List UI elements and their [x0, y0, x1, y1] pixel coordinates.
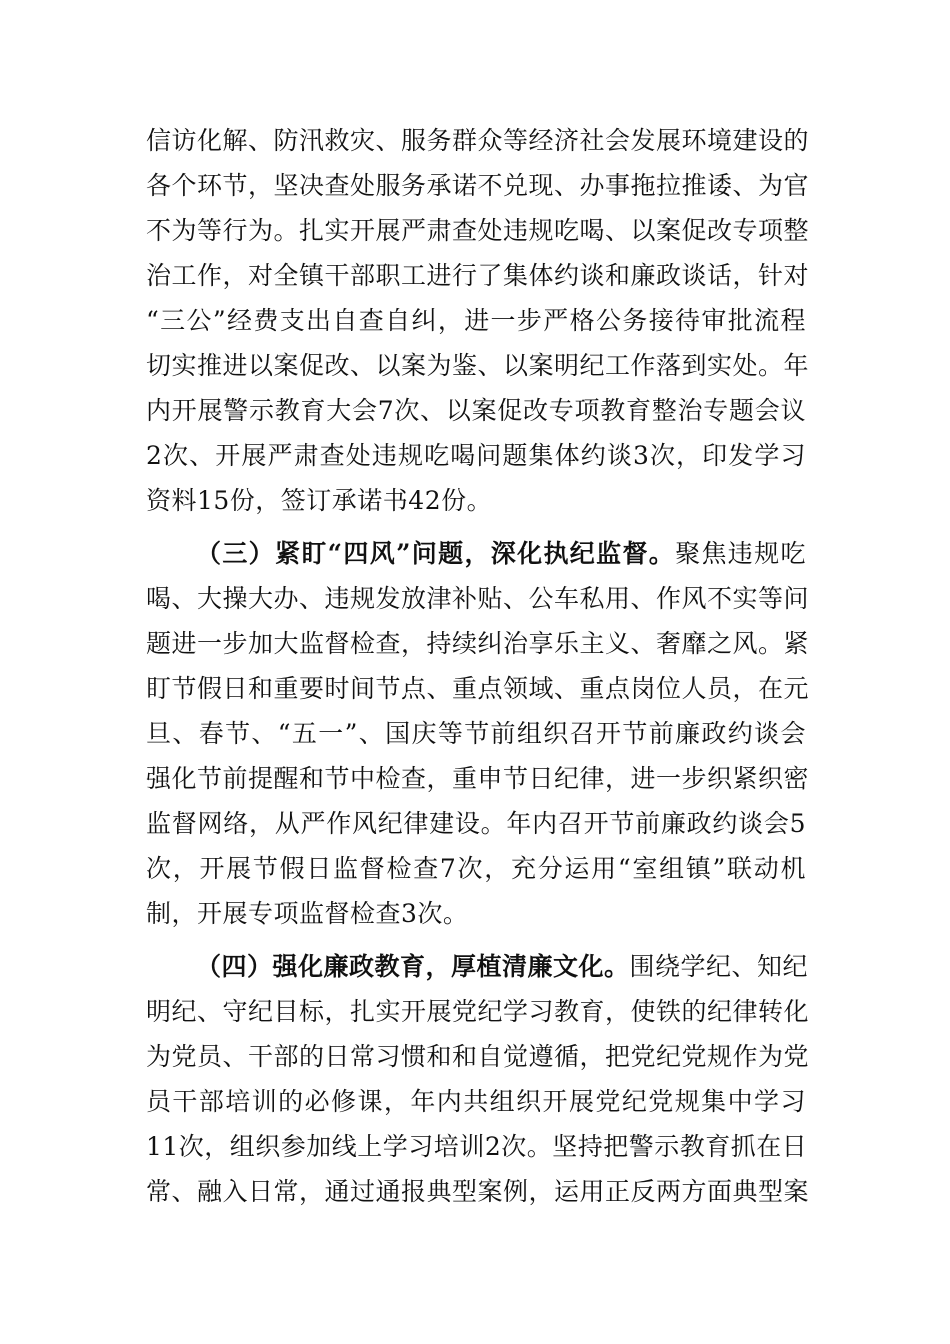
text-run: 聚焦违规吃 [675, 539, 806, 568]
text-line: 明纪、守纪目标，扎实开展党纪学习教育，使铁的纪律转化 [146, 997, 810, 1026]
text-line: 11次，组织参加线上学习培训2次。坚持把警示教育抓在日 [146, 1132, 808, 1161]
text-line: 次，开展节假日监督检查7次，充分运用“室组镇”联动机 [146, 854, 806, 883]
text-line: 内开展警示教育大会7次、以案促改专项教育整治专题会议 [146, 396, 806, 425]
text-line: 2次、开展严肃查处违规吃喝问题集体约谈3次，印发学习 [146, 441, 806, 470]
text-line: 制，开展专项监督检查3次。 [146, 899, 469, 928]
section-heading: （三）紧盯“四风”问题，深化执纪监督。 [196, 539, 676, 568]
paragraph-2 [146, 531, 810, 936]
text-line: 切实推进以案促改、以案为鉴、以案明纪工作落到实处。年 [146, 351, 810, 380]
text-line: 治工作，对全镇干部职工进行了集体约谈和廉政谈话，针对 [146, 261, 810, 290]
text-line: 为党员、干部的日常习惯和和自觉遵循，把党纪党规作为党 [146, 1042, 810, 1071]
paragraph-first-line [146, 531, 806, 576]
paragraph-1 [146, 118, 810, 523]
text-line: 喝、大操大办、违规发放津补贴、公车私用、作风不实等问 [146, 584, 810, 613]
text-line: 常、融入日常，通过通报典型案例，运用正反两方面典型案 [146, 1177, 810, 1206]
paragraph-spacer [146, 936, 806, 944]
text-line: 监督网络，从严作风纪律建设。年内召开节前廉政约谈会5 [146, 809, 806, 838]
text-line: 信访化解、防汛救灾、服务群众等经济社会发展环境建设的 [146, 126, 810, 155]
text-line: 不为等行为。扎实开展严肃查处违规吃喝、以案促改专项整 [146, 216, 810, 245]
text-line: 各个环节，坚决查处服务承诺不兑现、办事拖拉推诿、为官 [146, 171, 810, 200]
section-heading: （四）强化廉政教育，厚植清廉文化。 [196, 952, 630, 981]
text-line: 资料15份，签订承诺书42份。 [146, 486, 493, 515]
text-line: 强化节前提醒和节中检查，重申节日纪律，进一步织紧织密 [146, 764, 810, 793]
document-body [146, 118, 810, 1214]
text-run: 围绕学纪、知纪 [629, 952, 809, 981]
paragraph-first-line [146, 944, 809, 989]
text-line: 题进一步加大监督检查，持续纠治享乐主义、奢靡之风。紧 [146, 629, 810, 658]
paragraph-3 [146, 944, 810, 1214]
text-line: 旦、春节、“五一”、国庆等节前组织召开节前廉政约谈会 [146, 719, 806, 748]
text-line: 员干部培训的必修课，年内共组织开展党纪党规集中学习 [146, 1087, 806, 1116]
paragraph-spacer [146, 523, 806, 531]
text-line: “三公”经费支出自查自纠，进一步严格公务接待审批流程 [146, 306, 806, 335]
text-line: 盯节假日和重要时间节点、重点领域、重点岗位人员，在元 [146, 674, 810, 703]
